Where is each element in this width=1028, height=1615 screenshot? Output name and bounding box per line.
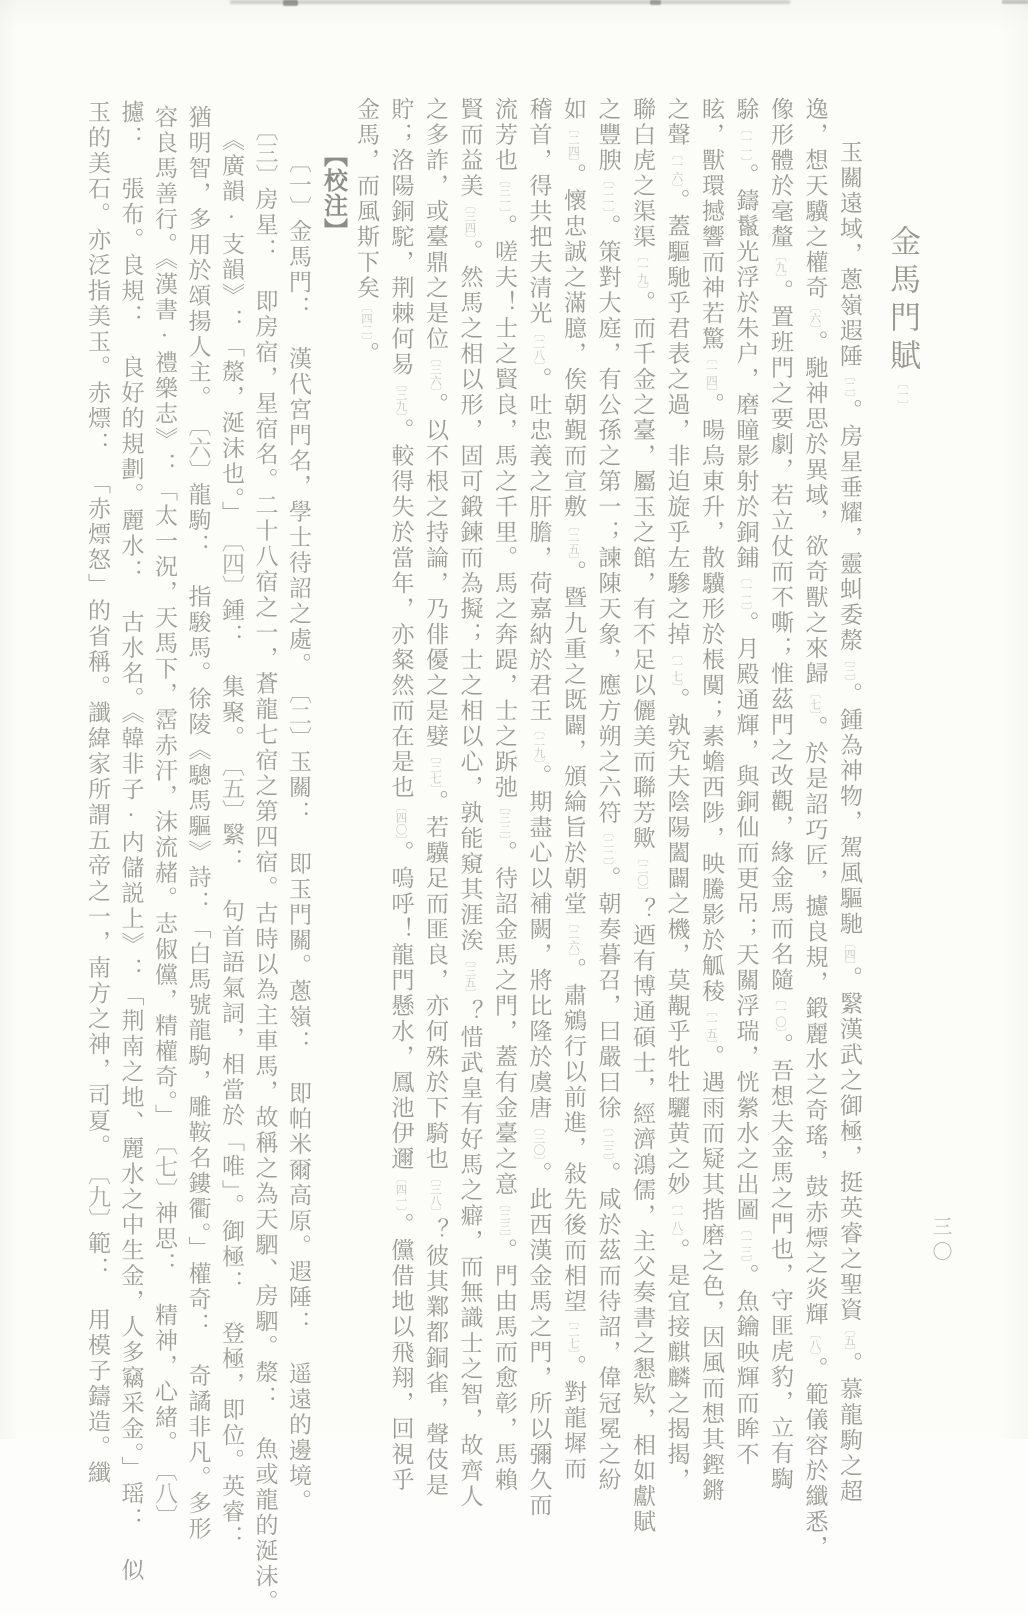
footnote-marker: 〔二三〕: [601, 1121, 614, 1162]
text-column: 稽首，得共把夫清光〔二八〕。吐忠義之肝膽，荷嘉納於君王〔二九〕。期盡心以補闕，將比隆於虞唐〔三〇〕。此西漢金馬之門，所以彌久而: [526, 97, 552, 1519]
footnote-marker: 〔六〕: [808, 301, 821, 330]
footnote-marker: 〔一九〕: [636, 250, 648, 291]
footnote-marker: 〔三八〕: [429, 1172, 441, 1218]
text-column: 之豐腴〔二一〕。策對大庭，有公孫之第一；諫陳天象，應方朔之六符〔二二〕。朝奏暮召，曰嚴曰徐〔二三〕。咸於茲而待詔，偉冠冕之紛: [595, 97, 621, 1493]
text-column: 金馬門賦〔一〕: [885, 225, 920, 412]
footnote-marker: 〔二七〕: [567, 1314, 579, 1355]
page-number: 三〇: [929, 1216, 951, 1266]
footnote-marker: 〔二二〕: [601, 825, 614, 866]
footnote-marker: 〔六〕: [185, 425, 211, 483]
footnote-marker: 〔一八〕: [670, 1197, 683, 1238]
footnote-marker: 〔九〕: [774, 250, 786, 279]
footnote-marker: 〔三四〕: [463, 199, 476, 240]
footnote-marker: 〔一二〕: [739, 570, 752, 611]
footnote-marker: 〔三二〕: [498, 800, 510, 841]
fu-main-text: [349, 97, 867, 1561]
text-column: 猶明智，多用於頌揚人主。 〔六〕龍駒： 指駿馬。徐陵《驄馬驅》詩：「白馬號龍駒，雕鞍名鏤衢。」權奇： 奇譎非凡。多形: [185, 105, 211, 1542]
text-column: 賢而益美〔三四〕。然馬之相以形，固可鍛鍊而為擬；士之相以心，孰能窺其涯涘〔三五〕？惜武皇有好馬之癖，而無識士之智，故齊人: [457, 97, 483, 1510]
text-column: 《廣韻·支韻》：「漦，涎沫也。」 〔四〕鍾： 集聚。 〔五〕繄： 句首語氣詞，相當於「唯」。御極： 登極，即位。英睿：: [219, 128, 244, 1551]
footnote-marker: 〔四〕: [219, 540, 244, 598]
text-column: 流芳也〔三一〕。嗟夫！士之賢良，馬之千里。馬之奔踶，士之跅弛〔三二〕。待詔金馬之門，蓋有金臺之意〔三三〕。門由馬而愈彰，馬賴: [492, 97, 517, 1493]
text-column: 〔三〕房星： 即房宿，星宿名。二十八宿之一，蒼龍七宿之第四宿。古時以為主車馬，故稱之為天駟、房駟。漦： 魚或龍的涎沫。: [252, 118, 278, 1615]
text-column: 之聲〔一六〕。蓋驅馳乎君表之過，非迫旋乎左驂之掉〔一七〕。孰究夫陰陽闔闢之機，莫覯乎牝牡驪黄之妙〔一八〕。是宜接麒麟之揭揭，: [664, 97, 690, 1493]
text-column: 逸，想天驥之權奇〔六〕。馳神思於異域，欲奇獸之來歸〔七〕。於是詔巧匠，攄良規，鍛麗水之奇瑤，鼓赤熛之炎輝〔八〕。範儀容於纖悉，: [802, 97, 828, 1561]
footnote-marker: 〔一三〕: [739, 1223, 752, 1264]
footnote-marker: 〔二九〕: [532, 723, 545, 764]
footnote-marker: 〔一一〕: [739, 122, 752, 163]
text-column: 像形體於毫釐〔九〕。置班門之要劇，若立仗而不嘶；惟茲門之改觀，緣金馬而名隨〔一〇〕。吾想夫金馬之門也，守匪虎豹，立有騊: [768, 97, 793, 1492]
footnote-marker: 〔四一〕: [394, 1172, 407, 1213]
footnote-marker: 〔三〕: [843, 653, 855, 682]
text-column: 如〔二四〕。懷忠誠之滿臆，俟朝覲而宣敷〔二五〕。暨九重之既闢，頒綸旨於朝堂〔二六〕。肅鵷行以前進，敍先後而相望〔二七〕。對龍墀而: [561, 97, 586, 1482]
text-column: 貯；洛陽銅駝，荆棘何易〔三九〕。較得失於當年，亦粲然而在是也〔四〇〕。嗚呼！龍門懸水，鳳池伊邇〔四一〕。儻借地以飛翔，回視乎: [388, 97, 414, 1493]
footnote-marker: 〔二八〕: [532, 326, 545, 367]
footnote-marker: 〔三六〕: [429, 352, 441, 393]
scan-artifact-speck: [283, 0, 298, 6]
footnote-marker: 〔二〕: [286, 692, 311, 750]
text-column: 玉關遠域，蔥嶺遐陲〔二〕。房星垂耀，靈虯委漦〔三〕。鍾為神物，駕風驅馳〔四〕。繄漢武之御極，挺英睿之聖資〔五〕。慕龍駒之超: [837, 140, 862, 1505]
text-column: 聯白虎之渠渠〔一九〕。而千金之臺，屬玉之館，有不足以儷美而聯芳歟〔二〇〕？迺有博通碩士，經濟鴻儒，主父奏書之懇欵，相如獻賦: [630, 97, 655, 1535]
footnote-marker: 〔二六〕: [567, 917, 579, 958]
scan-artifact-band: [230, 0, 790, 4]
footnote-marker: 〔七〕: [152, 1143, 177, 1201]
footnote-marker: 〔二〕: [843, 369, 855, 399]
footnote-marker: 〔三一〕: [498, 173, 510, 214]
footnote-marker: 〔五〕: [843, 1322, 855, 1352]
vertical-text-block: [81, 97, 926, 1615]
footnote-marker: 〔三三〕: [498, 1197, 510, 1238]
footnote-marker: 〔二〇〕: [636, 851, 648, 898]
scan-artifact-speck: [650, 0, 661, 5]
footnote-marker: 〔一七〕: [670, 647, 683, 688]
footnote-marker: 〔七〕: [808, 686, 821, 716]
footnote-marker: 〔一〇〕: [774, 992, 786, 1033]
text-column: 攄： 張布。良規： 良好的規劃。麗水： 古水名。《韓非子·内儲説上》：「荆南之地、麗水之中生金，人多竊采金。」瑶： 似: [118, 100, 144, 1584]
footnote-marker: 〔四〇〕: [394, 800, 407, 841]
footnote-marker: 〔八〕: [152, 1470, 177, 1528]
text-column: 駼〔一一〕。鑄鬣光浮於朱户，磨瞳影射於銅鋪〔一二〕。月殿通輝，與銅仙而更吊；天關浮瑞，恍縈水之出圖〔一三〕。魚鑰映輝而眸不: [733, 97, 759, 1468]
collation-notes: [81, 97, 316, 1615]
footnote-marker: 〔九〕: [85, 1173, 110, 1231]
text-column: 〔一〕金馬門： 漢代宮門名，學士待詔之處。 〔二〕玉關： 即玉門關。蔥嶺： 即帕米爾高原。遐陲： 遥遠的邊境。: [286, 150, 311, 1515]
footnote-marker: 〔三七〕: [429, 749, 441, 790]
footnote-marker: 〔三〕: [252, 118, 278, 187]
footnote-marker: 〔一〕: [896, 377, 908, 412]
footnote-marker: 〔一〕: [286, 150, 311, 219]
text-column: 玉的美石。亦泛指美玉。赤熛： 「赤熛怒」的省稱。讖緯家所謂五帝之一，南方之神，司夏。 〔九〕範： 用模子鑄造。纖: [85, 100, 110, 1486]
text-column: 眩，獸環撼響而神若驚〔一四〕。暘烏東升，散驥形於棖闃；素蟾西陟，映騰影於觚稜〔一五〕。遇雨而疑其揩磨之色，因風而想其鏗鏘: [699, 97, 724, 1504]
footnote-marker: 〔一四〕: [705, 352, 717, 393]
footnote-marker: 〔二四〕: [567, 122, 579, 163]
text-column: 之多詐，或臺鼎之是位〔三六〕。以不根之持論，乃俳優之是嬖〔三七〕。若驥足而匪良，亦何殊於下騎也〔三八〕？彼其鄴都銅雀，聲伎是: [423, 97, 448, 1499]
scan-artifact-corner: [1002, 0, 1028, 4]
footnote-marker: 〔一六〕: [670, 148, 683, 189]
footnote-marker: 〔二五〕: [567, 519, 579, 560]
text-column: 容良馬善行。《漢書·禮樂志》：「太一況，天馬下，霑赤汗，沫流赭。志俶儻，精權奇。」 〔七〕神思： 精神，心緒。 〔八〕: [152, 105, 177, 1528]
footnote-marker: 〔二一〕: [601, 173, 614, 214]
footnote-marker: 〔三五〕: [463, 953, 476, 1000]
footnote-marker: 〔四二〕: [360, 301, 372, 342]
collation-notes-header: 【校注】: [319, 143, 346, 243]
footnote-marker: 〔一五〕: [705, 1004, 717, 1045]
footnote-marker: 〔五〕: [219, 765, 244, 823]
footnote-marker: 〔四〕: [843, 937, 855, 966]
footnote-marker: 〔三九〕: [394, 377, 407, 418]
footnote-marker: 〔八〕: [808, 1327, 821, 1357]
footnote-marker: 〔三〇〕: [532, 1121, 545, 1162]
text-column: 金馬，而風斯下矣〔四二〕。: [354, 97, 379, 367]
page-title: [879, 97, 925, 1357]
